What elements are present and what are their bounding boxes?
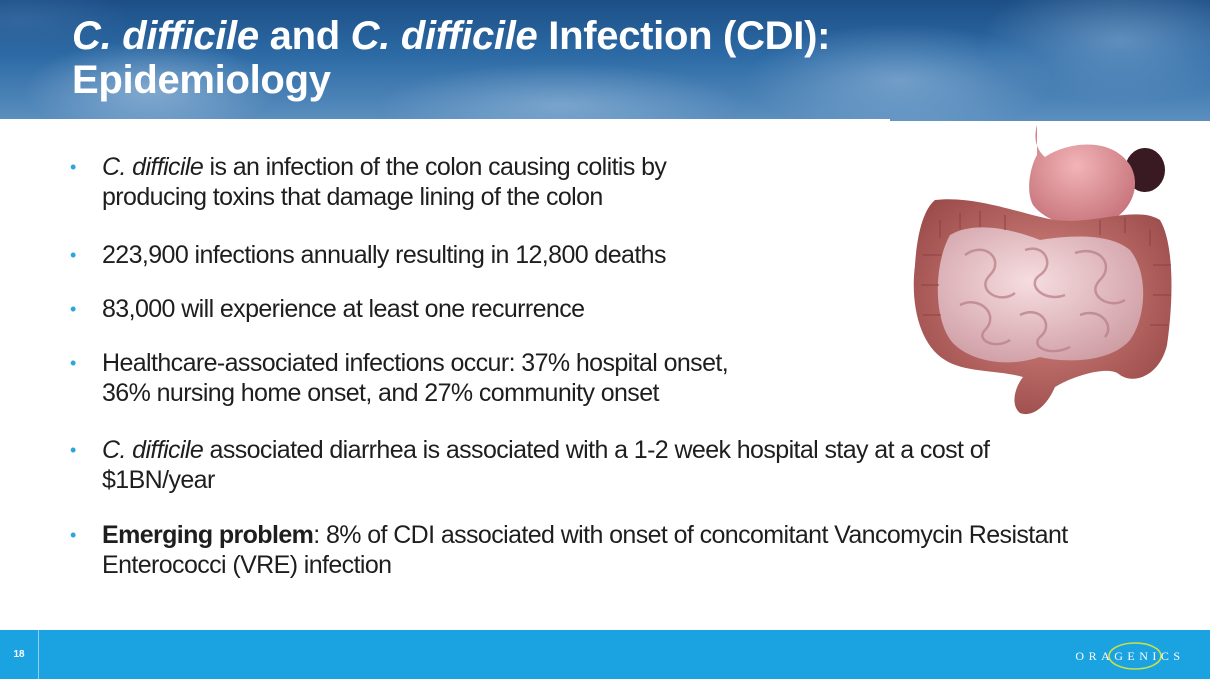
bullet-text-line2: $1BN/year [102,466,215,494]
title-infection: Infection (CDI): [537,14,831,58]
bullet-item [70,435,1170,495]
bullet-bold: Emerging problem [102,521,314,549]
title-organism-1: C. difficile [72,14,259,58]
bullet-dot-icon: • [70,525,76,545]
title-connector: and [258,14,351,58]
bullet-text: 223,900 infections annually resulting in 12,800 deaths [102,241,666,269]
bullet-text: Healthcare-associated infections occur: 37% hospital onset, [102,349,729,377]
bullet-text-line2: 36% nursing home onset, and 27% community onset [102,379,659,407]
bullet-dot-icon: • [70,440,76,460]
bullet-italic: C. difficile [102,153,204,181]
bullet-italic: C. difficile [102,436,204,464]
bullet-text-line2: producing toxins that damage lining of the colon [102,183,603,211]
page-number: 18 [0,630,39,679]
intestine-illustration [905,125,1175,425]
header-divider [0,119,890,121]
oragenics-logo [1060,639,1200,671]
footer-bar [0,630,1210,679]
title-organism-2: C. difficile [350,14,538,58]
title-line2: Epidemiology [72,58,331,102]
bullet-item [70,520,1170,580]
slide-title [72,14,830,102]
bullet-text: 83,000 will experience at least one recurrence [102,295,585,323]
logo-text: ORAGENICS [1075,649,1185,663]
header-banner [0,0,1210,121]
bullet-text: associated diarrhea is associated with a 1-2 week hospital stay at a cost of [203,436,990,464]
bullet-dot-icon: • [70,299,76,319]
bullet-text: : 8% of CDI associated with onset of concomitant Vancomycin Resistant [313,521,1068,549]
bullet-dot-icon: • [70,245,76,265]
bullet-text: is an infection of the colon causing colitis by [203,153,667,181]
bullet-dot-icon: • [70,157,76,177]
bullet-text-line2: Enterococci (VRE) infection [102,551,392,579]
bullet-dot-icon: • [70,353,76,373]
